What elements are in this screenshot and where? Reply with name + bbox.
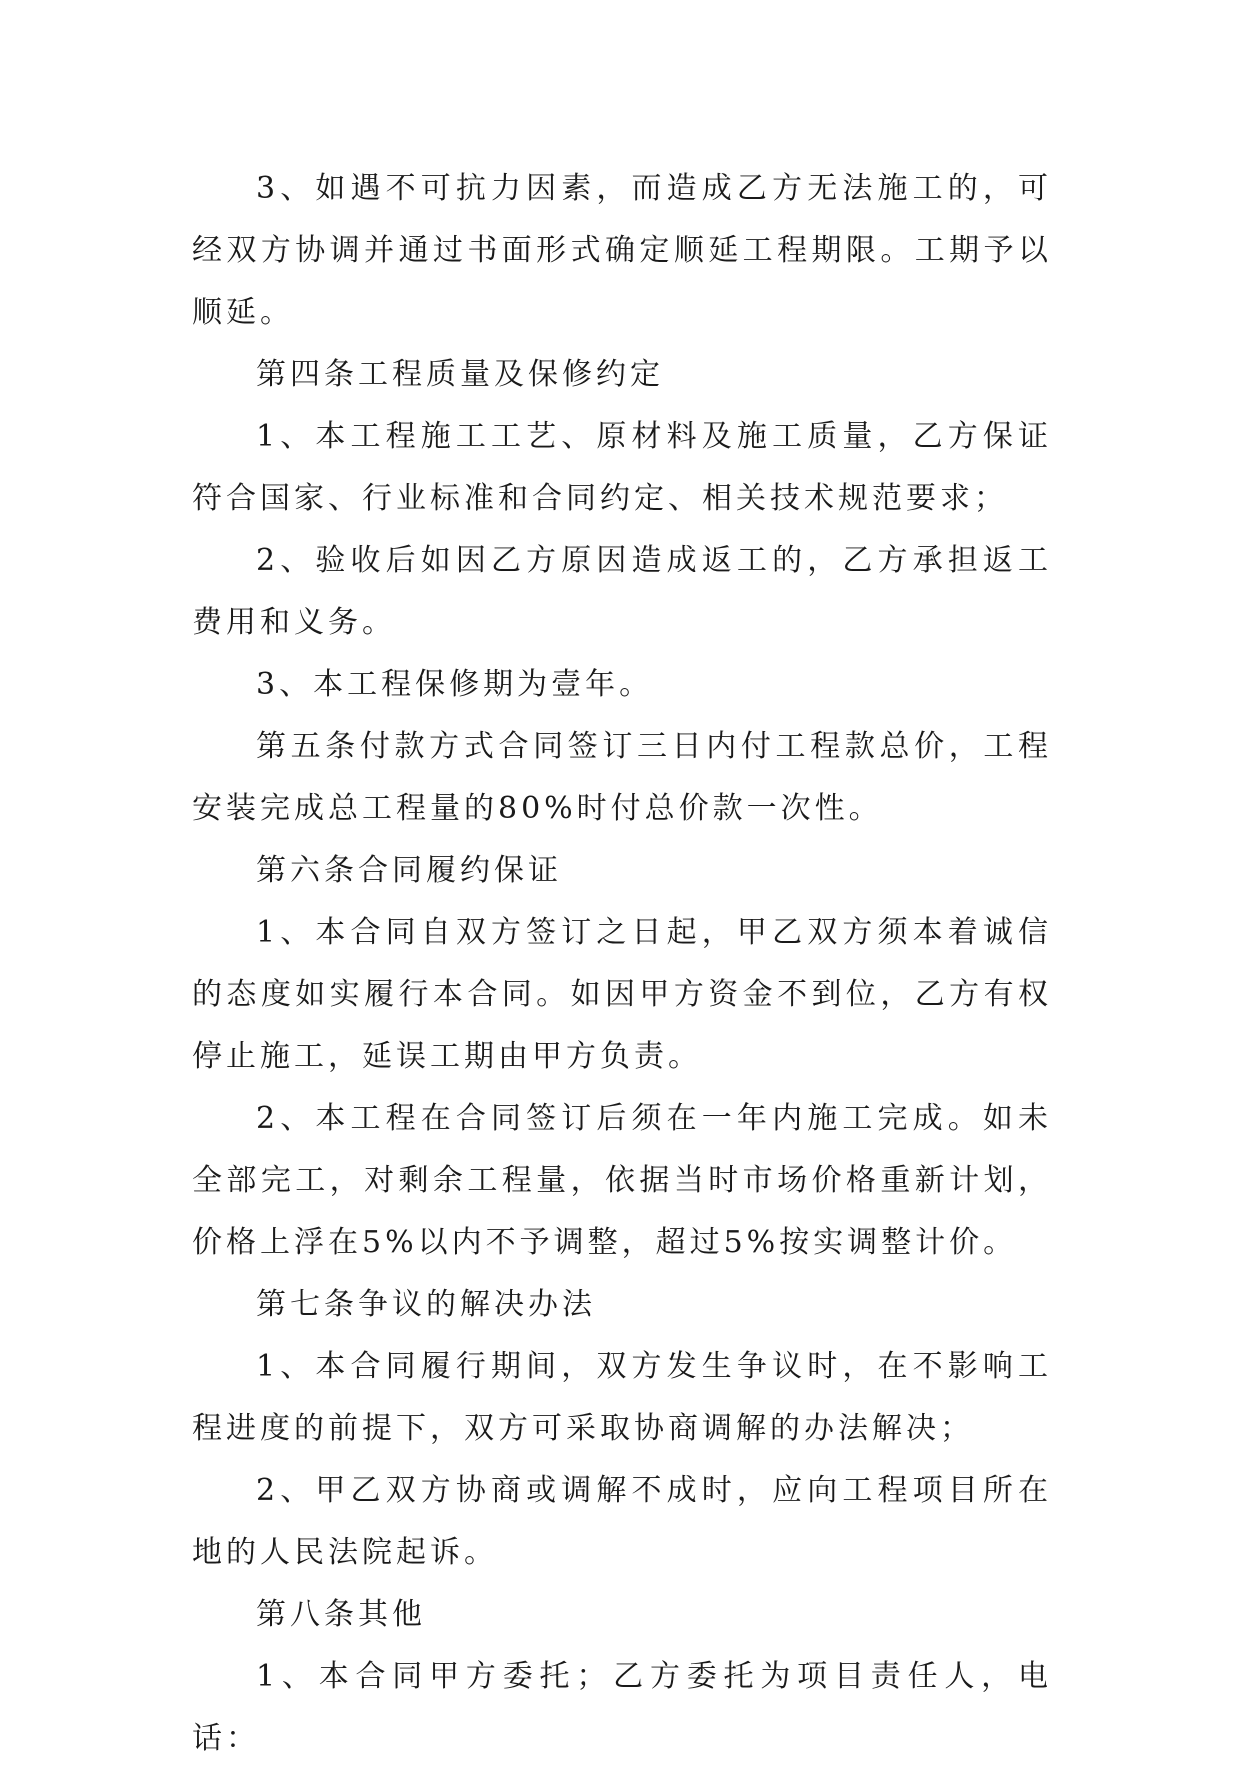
clause-paragraph: 1、本合同自双方签订之日起，甲乙双方须本着诚信的态度如实履行本合同。如因甲方资金不到位，乙方有权停止施工，延误工期由甲方负责。 [192,915,1052,1074]
clause-paragraph: 3、如遇不可抗力因素，而造成乙方无法施工的，可经双方协调并通过书面形式确定顺延工程期限。工期予以顺延。 [192,171,1052,330]
section-heading: 第六条合同履约保证 [256,853,562,888]
clause-paragraph: 2、验收后如因乙方原因造成返工的，乙方承担返工费用和义务。 [192,543,1052,640]
clause-paragraph: 第五条付款方式合同签订三日内付工程款总价，工程安装完成总工程量的80%时付总价款一次性。 [192,729,1052,826]
document-body [192,158,1052,1770]
clause-paragraph: 1、本合同甲方委托；乙方委托为项目责任人，电话： [192,1659,1052,1756]
clause-paragraph: 3、本工程保修期为壹年。 [256,667,654,702]
clause-paragraph: 2、甲乙双方协商或调解不成时，应向工程项目所在地的人民法院起诉。 [192,1473,1052,1570]
section-heading: 第八条其他 [256,1597,426,1632]
clause-paragraph: 2、本工程在合同签订后须在一年内施工完成。如未全部完工，对剩余工程量，依据当时市场价格重新计划，价格上浮在5%以内不予调整，超过5%按实调整计价。 [192,1101,1052,1260]
clause-paragraph: 1、本工程施工工艺、原材料及施工质量，乙方保证符合国家、行业标准和合同约定、相关技术规范要求； [192,419,1052,516]
section-heading: 第四条工程质量及保修约定 [256,357,664,392]
section-heading: 第七条争议的解决办法 [256,1287,596,1322]
clause-paragraph: 1、本合同履行期间，双方发生争议时，在不影响工程进度的前提下，双方可采取协商调解的办法解决； [192,1349,1052,1446]
